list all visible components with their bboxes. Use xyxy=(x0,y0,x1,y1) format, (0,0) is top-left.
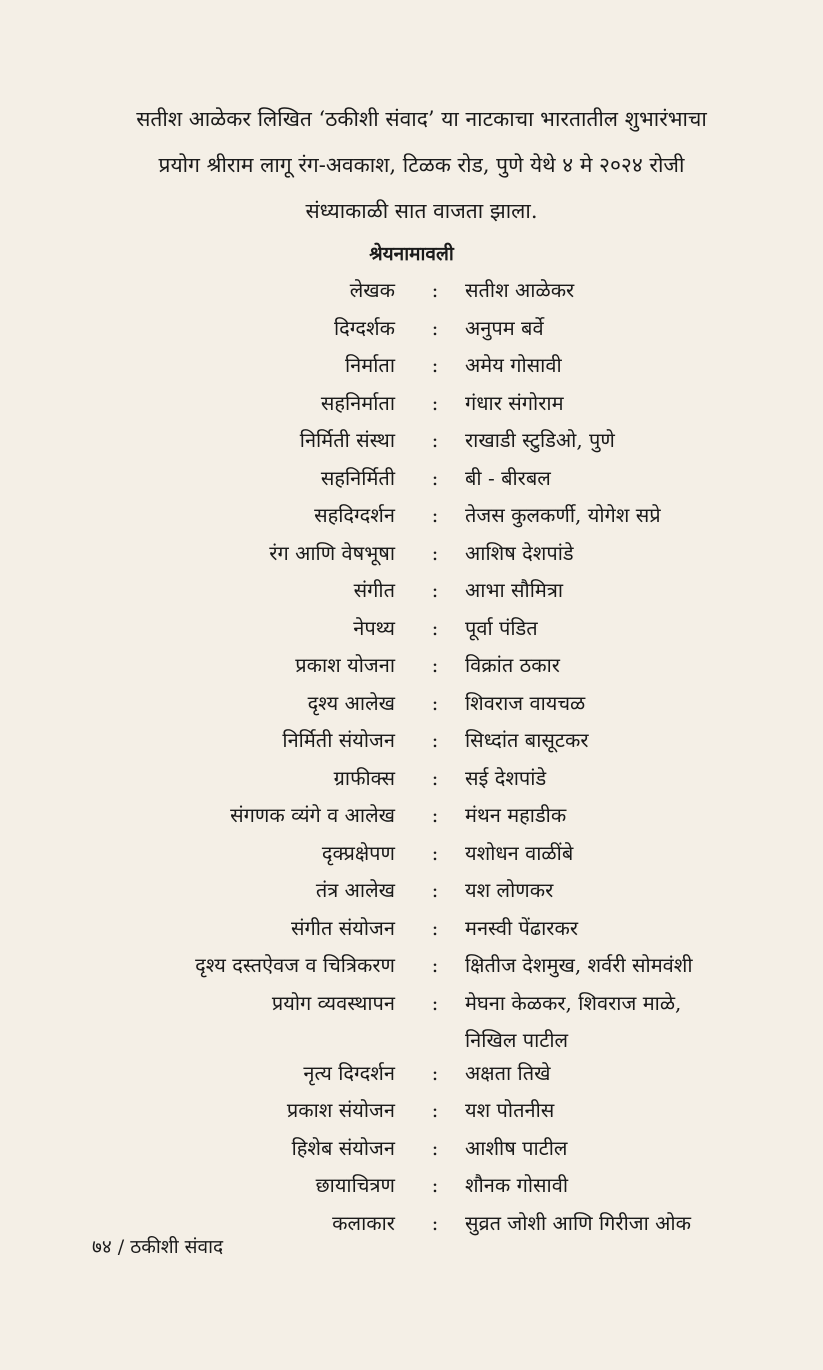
credit-name-line: सई देशपांडे xyxy=(465,765,547,790)
intro-line: संध्याकाळी सात वाजता झाला. xyxy=(305,199,538,223)
credit-row xyxy=(0,910,823,948)
credit-separator: : xyxy=(431,765,439,790)
credit-row xyxy=(0,422,823,460)
credit-name-line: आशीष पाटील xyxy=(465,1135,568,1160)
credit-row xyxy=(0,1130,823,1168)
credit-separator: : xyxy=(431,465,439,490)
credit-role: संगणक व्यंगे व आलेख xyxy=(230,803,395,827)
page-footer: ७४ / ठकीशी संवाद xyxy=(92,1236,224,1258)
credit-name xyxy=(465,1205,785,1243)
credit-separator: : xyxy=(431,540,439,565)
credit-role: दृश्य दस्तऐवज व चित्रिकरण xyxy=(195,953,395,977)
credit-name xyxy=(465,947,785,985)
credit-row xyxy=(0,347,823,385)
credit-separator: : xyxy=(431,1173,439,1197)
credit-name xyxy=(465,1167,785,1205)
credit-row xyxy=(0,272,823,310)
credit-separator: : xyxy=(431,953,439,977)
credit-row xyxy=(0,1055,823,1093)
credit-row xyxy=(0,947,823,985)
credit-role: संगीत xyxy=(353,578,395,602)
credit-name xyxy=(465,835,785,873)
credits-list xyxy=(0,272,823,1242)
credit-role: ग्राफीक्स xyxy=(333,765,395,790)
credit-row xyxy=(0,497,823,535)
credit-role: लेखक xyxy=(349,278,395,302)
credit-role: रंग आणि वेषभूषा xyxy=(269,540,395,565)
credit-separator: : xyxy=(431,840,439,865)
credit-row xyxy=(0,722,823,760)
credit-role: हिशेब संयोजन xyxy=(291,1135,395,1160)
credit-name-line: बी - बीरबल xyxy=(465,465,551,490)
credit-name-line: यश पोतनीस xyxy=(465,1098,555,1122)
credit-name xyxy=(465,535,785,573)
credit-role: सहदिग्दर्शन xyxy=(314,503,395,527)
credit-name-line: यशोधन वाळींबे xyxy=(465,840,574,865)
credit-role: सहनिर्माता xyxy=(320,390,395,415)
credit-role: संगीत संयोजन xyxy=(291,915,395,940)
credit-name xyxy=(465,610,785,648)
credit-role: दिग्दर्शक xyxy=(334,315,395,340)
credit-separator: : xyxy=(431,878,439,902)
credit-row xyxy=(0,872,823,910)
credit-row xyxy=(0,460,823,498)
credit-row xyxy=(0,647,823,685)
credit-role: नेपथ्य xyxy=(353,615,395,640)
credit-row xyxy=(0,835,823,873)
credit-name xyxy=(465,347,785,385)
credit-name-line: अक्षता तिखे xyxy=(465,1060,551,1085)
credit-name xyxy=(465,460,785,498)
credit-name-line: गंधार संगोराम xyxy=(465,390,564,415)
credit-row xyxy=(0,797,823,835)
credit-separator: : xyxy=(431,1060,439,1085)
credit-name-line: सतीश आळेकर xyxy=(465,278,575,302)
credit-role: कलाकार xyxy=(332,1210,395,1235)
credit-name xyxy=(465,685,785,723)
credit-row xyxy=(0,685,823,723)
credit-separator: : xyxy=(431,578,439,602)
credit-role: प्रयोग व्यवस्थापन xyxy=(271,990,395,1015)
credit-name xyxy=(465,497,785,535)
credit-role: तंत्र आलेख xyxy=(315,878,395,902)
credit-name-line: अमेय गोसावी xyxy=(465,353,562,377)
credit-name-line: राखाडी स्टुडिओ, पुणे xyxy=(465,428,615,452)
credit-role: निर्माता xyxy=(345,353,395,377)
intro-line: प्रयोग श्रीराम लागू रंग-अवकाश, टिळक रोड, पुणे येथे ४ मे २०२४ रोजी xyxy=(158,153,685,177)
credit-separator: : xyxy=(431,615,439,640)
credit-separator: : xyxy=(431,690,439,715)
credit-name xyxy=(465,422,785,460)
credit-name-line: पूर्वा पंडित xyxy=(465,615,538,640)
credit-separator: : xyxy=(431,353,439,377)
credit-row xyxy=(0,1167,823,1205)
credit-separator: : xyxy=(431,1210,439,1235)
credit-name-line: अनुपम बर्वे xyxy=(465,315,544,340)
credit-row xyxy=(0,535,823,573)
credit-row xyxy=(0,760,823,798)
credit-name-line: मंथन महाडीक xyxy=(465,803,567,827)
credit-separator: : xyxy=(431,803,439,827)
credit-name xyxy=(465,385,785,423)
credit-name xyxy=(465,310,785,348)
intro-paragraph xyxy=(60,96,783,234)
credit-name xyxy=(465,647,785,685)
credit-role: प्रकाश संयोजन xyxy=(286,1098,395,1122)
credit-separator: : xyxy=(431,428,439,452)
credit-separator: : xyxy=(431,728,439,752)
credit-separator: : xyxy=(431,990,439,1015)
credit-name xyxy=(465,572,785,610)
credit-name-line: शौनक गोसावी xyxy=(465,1173,569,1197)
credit-name xyxy=(465,722,785,760)
credit-separator: : xyxy=(431,1135,439,1160)
credit-name-line: आशिष देशपांडे xyxy=(465,540,574,565)
credit-name xyxy=(465,872,785,910)
credit-name-line: यश लोणकर xyxy=(465,878,554,902)
credit-role: दृक्प्रक्षेपण xyxy=(321,840,395,865)
credit-row xyxy=(0,385,823,423)
credits-heading: श्रेयनामावली xyxy=(369,243,454,265)
credit-name-line: सिध्दांत बासूटकर xyxy=(465,728,589,752)
credit-role: प्रकाश योजना xyxy=(295,653,395,677)
credit-name-line: मनस्वी पेंढारकर xyxy=(465,915,579,940)
credit-separator: : xyxy=(431,503,439,527)
credit-name-line: तेजस कुलकर्णी, योगेश सप्रे xyxy=(465,503,661,527)
credit-separator: : xyxy=(431,315,439,340)
credit-name xyxy=(465,1055,785,1093)
credit-name-line: आभा सौमित्रा xyxy=(465,578,564,602)
credit-row xyxy=(0,610,823,648)
credit-role: सहनिर्मिती xyxy=(320,465,395,490)
credit-row xyxy=(0,1092,823,1130)
credit-row xyxy=(0,310,823,348)
credit-role: छायाचित्रण xyxy=(315,1173,395,1197)
credit-separator: : xyxy=(431,915,439,940)
credit-name xyxy=(465,910,785,948)
credit-name-line: सुव्रत जोशी आणि गिरीजा ओक xyxy=(465,1210,691,1235)
credit-name xyxy=(465,272,785,310)
credit-role: निर्मिती संस्था xyxy=(299,428,395,452)
credit-role: नृत्य दिग्दर्शन xyxy=(303,1060,395,1085)
credit-name xyxy=(465,1092,785,1130)
credit-name xyxy=(465,985,785,1060)
credit-role: दृश्य आलेख xyxy=(307,690,395,715)
credit-separator: : xyxy=(431,390,439,415)
credit-name-line: शिवराज वायचळ xyxy=(465,690,586,715)
credit-name xyxy=(465,1130,785,1168)
credit-separator: : xyxy=(431,1098,439,1122)
credit-name xyxy=(465,760,785,798)
credit-row xyxy=(0,985,823,1055)
credit-name-line: क्षितीज देशमुख, शर्वरी सोमवंशी xyxy=(465,953,693,977)
credit-name-line: विक्रांत ठकार xyxy=(465,653,560,677)
credit-row xyxy=(0,572,823,610)
credit-name-line: निखिल पाटील xyxy=(465,1028,569,1052)
credit-role: निर्मिती संयोजन xyxy=(282,728,395,752)
credit-name-line: मेघना केळकर, शिवराज माळे, xyxy=(465,990,682,1015)
credit-separator: : xyxy=(431,278,439,302)
credit-separator: : xyxy=(431,653,439,677)
intro-line: सतीश आळेकर लिखित ‘ठकीशी संवाद’ या नाटकाचा भारतातील शुभारंभाचा xyxy=(136,107,707,131)
credit-name xyxy=(465,797,785,835)
